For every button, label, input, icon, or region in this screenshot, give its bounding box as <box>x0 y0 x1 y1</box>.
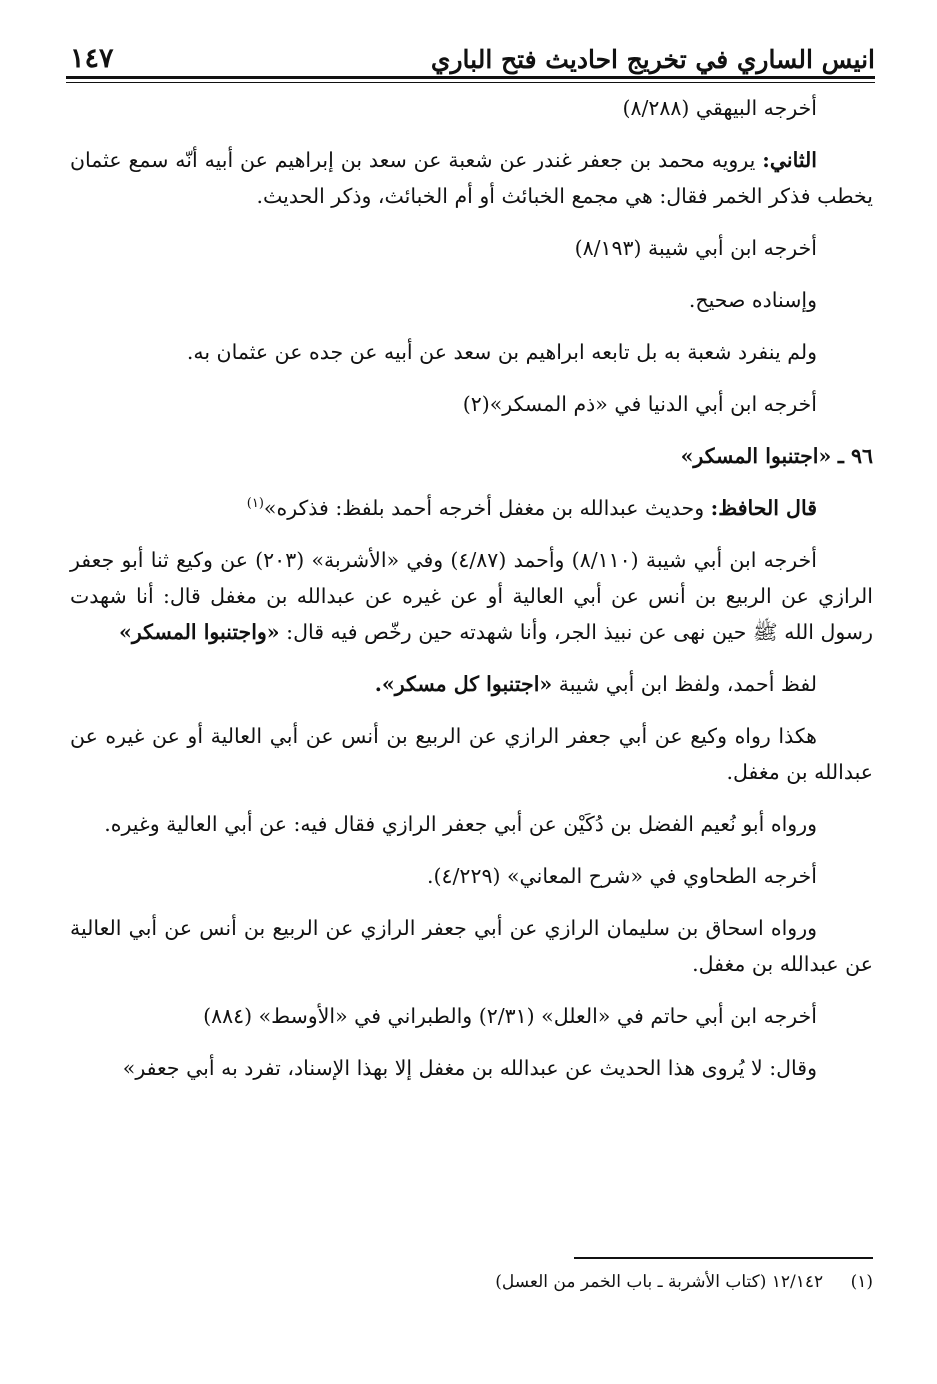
header-rule-thick <box>66 76 875 79</box>
paragraph: أخرجه ابن أبي حاتم في «العلل» (٢/٣١) والطبراني في «الأوسط» (٨٨٤) <box>203 1004 817 1028</box>
paragraph-text: لفظ أحمد، ولفظ ابن أبي شيبة <box>558 672 817 696</box>
paragraph-text: وحديث عبدالله بن مغفل أخرجه أحمد بلفظ: فذكره» <box>263 496 705 520</box>
quoted-phrase: «اجتنبوا كل مسكر». <box>374 672 553 696</box>
paragraph <box>70 666 873 702</box>
page-body <box>70 90 873 1102</box>
paragraph <box>70 490 873 526</box>
paragraph: أخرجه ابن أبي الدنيا في «ذم المسكر»(٢) <box>462 392 817 416</box>
paragraph: ورواه أبو نُعيم الفضل بن دُكَيْن عن أبي جعفر الرازي فقال فيه: عن أبي العالية وغيره. <box>104 812 817 836</box>
footnote-text: ١٢/١٤٢ (كتاب الأشربة ـ باب الخمر من العسل) <box>495 1272 824 1292</box>
footnote-mark: (١) <box>850 1272 873 1292</box>
entry-heading <box>70 438 873 474</box>
footnote-reference: (١) <box>246 496 264 512</box>
paragraph: أخرجه ابن أبي شيبة (٨/١٩٣) <box>574 236 817 260</box>
paragraph <box>70 542 873 650</box>
footnote <box>70 1268 873 1296</box>
paragraph-text: يرويه محمد بن جعفر غندر عن شعبة عن سعد بن إبراهيم عن أبيه أنّه سمع عثمان يخطب فذكر الخمر فقال: هي مجمع الخبائث أو أم الخبائث، وذكر الحديث. <box>70 148 873 208</box>
label-second: الثاني: <box>762 148 817 172</box>
paragraph: ولم ينفرد شعبة به بل تابعه ابراهيم بن سعد عن أبيه عن جده عن عثمان به. <box>186 340 817 364</box>
paragraph-text: أخرجه ابن أبي شيبة (٨/١١٠) وأحمد (٤/٨٧) وفي «الأشربة» (٢٠٣) عن وكيع ثنا أبو جعفر الرازي عن الربيع بن أنس عن أبي العالية أو عن غيره عن عبدالله بن مغفل قال: أنا شهدت رسول الله ﷺ حين نهى عن نبيذ الجر، وأنا شهدته حين رخّص فيه قال: <box>70 548 873 644</box>
quoted-phrase: «واجتنبوا المسكر» <box>119 620 280 644</box>
entry-title: «اجتنبوا المسكر» <box>680 444 832 468</box>
paragraph <box>70 142 873 214</box>
header-rule-thin <box>66 82 875 83</box>
footnote-rule <box>574 1257 873 1259</box>
paragraph: أخرجه البيهقي (٨/٢٨٨) <box>622 96 817 120</box>
paragraph: أخرجه الطحاوي في «شرح المعاني» (٤/٢٢٩). <box>427 864 817 888</box>
paragraph: ورواه اسحاق بن سليمان الرازي عن أبي جعفر الرازي عن الربيع بن أنس عن أبي العالية عن عبدالله بن مغفل. <box>70 916 873 976</box>
paragraph: وإسناده صحيح. <box>688 288 817 312</box>
paragraph: هكذا رواه وكيع عن أبي جعفر الرازي عن الربيع بن أنس عن أبي العالية أو عن غيره عن عبدالله بن مغفل. <box>70 724 873 784</box>
label-hafiz: قال الحافظ: <box>710 496 817 520</box>
paragraph: وقال: لا يُروى هذا الحديث عن عبدالله بن مغفل إلا بهذا الإسناد، تفرد به أبي جعفر» <box>122 1056 817 1080</box>
running-header <box>70 30 875 74</box>
entry-number: ٩٦ ـ <box>837 444 873 468</box>
running-title: انيس الساري في تخريج احاديث فتح الباري <box>430 45 875 74</box>
page-number: ١٤٧ <box>70 43 114 74</box>
